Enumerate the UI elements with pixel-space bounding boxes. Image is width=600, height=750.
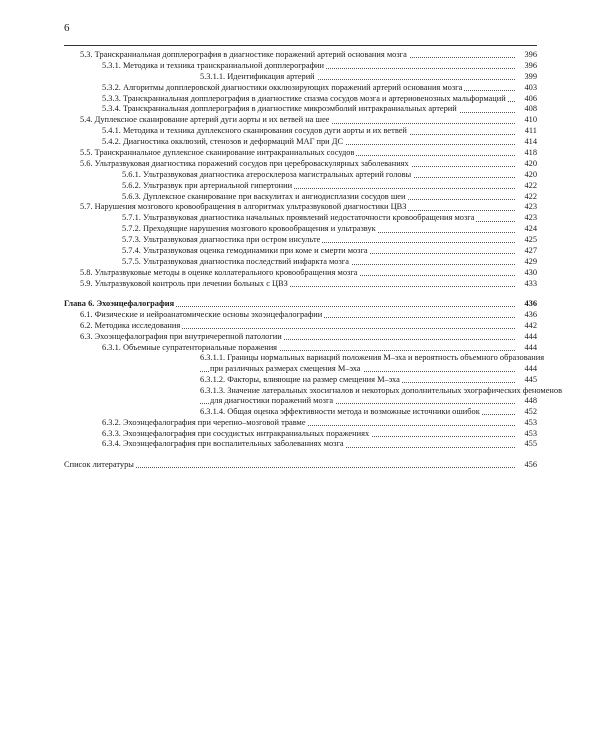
bibliography-page: 456: [524, 459, 537, 469]
toc-entry[interactable]: [80, 202, 537, 212]
toc-entry-title: 5.3.1.1. Идентификация артерий: [200, 71, 315, 81]
toc-entry-page: 423: [524, 213, 537, 223]
toc-entry-title: 5.7.3. Ультразвуковая диагностика при остром инсульте: [122, 235, 321, 245]
toc-entry[interactable]: [200, 72, 537, 82]
toc-entry[interactable]: [102, 83, 537, 93]
toc-entry[interactable]: [122, 257, 537, 267]
toc-entry-title: 5.7. Нарушения мозгового кровообращения в алгоритмах ультразвуковой диагностики ЦВЗ: [80, 202, 407, 212]
toc-section-6: [64, 310, 537, 353]
toc-entry[interactable]: [122, 224, 537, 234]
bibliography-title: Список литературы: [64, 459, 134, 469]
toc-entry[interactable]: [122, 213, 537, 223]
table-of-contents: [64, 50, 563, 471]
toc-entry-page: 453: [524, 417, 537, 427]
toc-entry-title-continued: при различных размерах смещения М–эха: [210, 363, 361, 373]
toc-entry-page: 406: [524, 93, 537, 103]
toc-entry-title: 6.3.1.3. Значение латеральных эхосигналов и некоторых дополнительных эхографических феноменов: [200, 385, 563, 395]
toc-entry-page: 425: [524, 235, 537, 245]
toc-entry[interactable]: [102, 104, 537, 114]
toc-entry-title: 5.3.2. Алгоритмы допплеровской диагностики окклюзирующих поражений артерий основания мозга: [102, 82, 463, 92]
toc-entry-title: 6.3.3. Эхоэнцефалография при сосудистых интракраниальных поражениях: [102, 428, 370, 438]
toc-entry[interactable]: [80, 268, 537, 278]
toc-entry-title: 6.3.1.4. Общая оценка эффективности метода и возможные источники ошибок: [200, 406, 480, 416]
toc-entry-title: 6.3. Эхоэнцефалография при внутричерепной патологии: [80, 331, 282, 341]
toc-entry[interactable]: [122, 192, 537, 202]
toc-entry[interactable]: [102, 137, 537, 147]
chapter-page: 436: [524, 299, 537, 308]
toc-entry[interactable]: [102, 61, 537, 71]
toc-chapter-heading[interactable]: [64, 299, 537, 309]
toc-entry[interactable]: [102, 439, 537, 449]
toc-entry-title: 6.3.2. Эхоэнцефалография при черепно–мозговой травме: [102, 417, 306, 427]
toc-entry-page: 442: [524, 320, 537, 330]
toc-entry-page: 396: [524, 50, 537, 59]
toc-entry[interactable]: [200, 385, 563, 407]
toc-entry[interactable]: [80, 115, 537, 125]
toc-entry-page: 455: [524, 439, 537, 449]
toc-entry[interactable]: [122, 170, 537, 180]
toc-entry-page: 430: [524, 267, 537, 277]
toc-entry[interactable]: [102, 94, 537, 104]
toc-entry[interactable]: [80, 159, 537, 169]
toc-entry[interactable]: [80, 50, 537, 60]
toc-entry[interactable]: [102, 429, 537, 439]
toc-entry-page: 445: [524, 374, 537, 384]
toc-entry-page: 403: [524, 82, 537, 92]
toc-entry-title: 5.3.4. Транскраниальная допплерография в диагностике микроэмболий интракраниальных артерий: [102, 104, 457, 114]
toc-entry[interactable]: [80, 321, 537, 331]
toc-entry-title-continued: для диагностики поражений мозга: [210, 395, 334, 405]
toc-entry-title: 5.3.1. Методика и техника транскраниальной допплерографии: [102, 60, 324, 70]
toc-entry-page: 444: [524, 331, 537, 341]
toc-entry-page: 420: [524, 158, 537, 168]
toc-entry-page: 410: [524, 115, 537, 125]
toc-entry-title: 5.6.2. Ультразвук при артериальной гипертонии: [122, 180, 293, 190]
toc-entry[interactable]: [102, 418, 537, 428]
toc-entry[interactable]: [200, 375, 537, 385]
toc-entry-title: 5.7.2. Преходящие нарушения мозгового кровообращения и ультразвук: [122, 224, 376, 234]
toc-entry-page: 414: [524, 137, 537, 147]
toc-entry-page: 411: [524, 126, 537, 136]
chapter-title: Глава 6. Эхоэнцефалография: [64, 299, 175, 308]
toc-entry-title: 6.3.1. Объемные супратенториальные поражения: [102, 342, 278, 352]
toc-entry[interactable]: [122, 181, 537, 191]
toc-entry-page: 422: [524, 180, 537, 190]
toc-entry-page: 429: [524, 256, 537, 266]
toc-entry-page: 444: [524, 342, 537, 352]
toc-entry-title: 5.6. Ультразвуковая диагностика поражений сосудов при цереброваскулярных заболеваниях: [80, 158, 409, 168]
toc-entry-page: 408: [524, 104, 537, 114]
toc-entry[interactable]: [80, 332, 537, 342]
page-number: 6: [64, 22, 70, 34]
toc-entry-title: 5.4.2. Диагностика окклюзий, стенозов и деформаций МАГ при ДС: [102, 137, 344, 147]
toc-entry-title: 5.8. Ультразвуковые методы в оценке коллатерального кровообращения мозга: [80, 267, 358, 277]
toc-entry-title: 5.3. Транскраниальная допплерография в диагностике поражений артерий основания мозга: [80, 50, 407, 59]
header-rule: [64, 45, 537, 46]
toc-entry-title: 6.3.1.2. Факторы, влияющие на размер смещения М–эха: [200, 374, 400, 384]
toc-entry[interactable]: [102, 343, 537, 353]
toc-entry-page: 424: [524, 224, 537, 234]
toc-entry-title: 6.3.4. Эхоэнцефалография при воспалительных заболеваниях мозга: [102, 439, 344, 449]
toc-entry[interactable]: [200, 407, 537, 417]
toc-entry-page: 422: [524, 191, 537, 201]
toc-entry-title: 5.9. Ультразвуковой контроль при лечении больных с ЦВЗ: [80, 278, 288, 288]
toc-entry-title: 5.7.5. Ультразвуковая диагностика последствий инфаркта мозга: [122, 256, 349, 266]
toc-section-6-tail: [64, 407, 537, 450]
toc-entry-page: 423: [524, 202, 537, 212]
toc-entry-title: 5.7.4. Ультразвуковая оценка гемодинамики при коме и смерти мозга: [122, 246, 368, 256]
toc-entry[interactable]: [122, 235, 537, 245]
toc-entry-page: 418: [524, 148, 537, 158]
toc-entry[interactable]: [200, 353, 545, 374]
toc-entry-title: 5.6.3. Дуплексное сканирование при васкулитах и ангиодисплазии сосудов шеи: [122, 191, 406, 201]
toc-entry[interactable]: [80, 310, 537, 320]
toc-entry-page: 396: [524, 60, 537, 70]
toc-entry-page: 433: [524, 278, 537, 288]
toc-entry[interactable]: [122, 246, 537, 256]
toc-entry[interactable]: [102, 126, 537, 136]
toc-entry-title: 5.4. Дуплексное сканирование артерий дуги аорты и их ветвей на шее: [80, 115, 330, 125]
toc-entry-title: 6.2. Методика исследования: [80, 320, 181, 330]
toc-entry-page: 399: [524, 71, 537, 81]
toc-entry-page: 427: [524, 246, 537, 256]
toc-entry-title: 6.3.1.1. Границы нормальных вариаций положения М–эха и вероятность объемного образования: [200, 353, 545, 363]
toc-entry-title: 5.3.3. Транскраниальная допплерография в диагностике спазма сосудов мозга и артериовенозных мальформаций: [102, 93, 506, 103]
toc-entry-page: 420: [524, 169, 537, 179]
toc-section-5: [64, 50, 537, 289]
toc-entry[interactable]: [80, 279, 537, 289]
toc-entry-page: 444: [524, 363, 537, 373]
toc-entry-page: 448: [524, 395, 537, 405]
toc-entry-title: 5.6.1. Ультразвуковая диагностика атеросклероза магистральных артерий головы: [122, 169, 412, 179]
toc-entry[interactable]: [80, 148, 537, 158]
toc-entry-page: 453: [524, 428, 537, 438]
toc-section-6-mid: [64, 375, 537, 385]
toc-entry-title: 5.5. Транскраниальное дуплексное сканирование интракраниальных сосудов: [80, 148, 355, 158]
toc-entry-title: 5.7.1. Ультразвуковая диагностика начальных проявлений недостаточности кровообращения мозга: [122, 213, 475, 223]
toc-entry-page: 452: [524, 406, 537, 416]
toc-entry-page: 436: [524, 309, 537, 319]
toc-entry-title: 5.4.1. Методика и техника дуплексного сканирования сосудов дуги аорты и их ветвей: [102, 126, 407, 136]
toc-entry-title: 6.1. Физические и нейроанатомические основы эхоэнцефалографии: [80, 309, 323, 319]
toc-bibliography[interactable]: [64, 460, 537, 470]
